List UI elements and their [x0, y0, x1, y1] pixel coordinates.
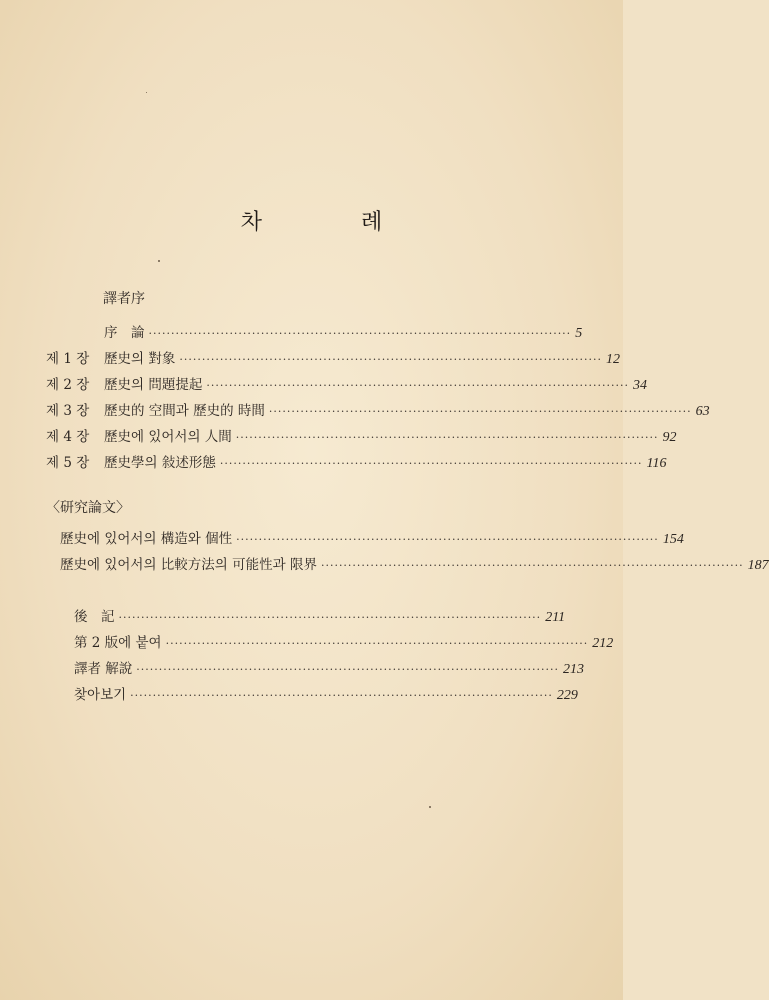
chapter-number: 제 2 장 — [46, 377, 90, 393]
page-number: 5 — [575, 326, 583, 341]
paper-speck — [429, 806, 431, 808]
entry-label: 歷史에 있어서의 人間 — [104, 429, 232, 445]
toc-entry — [74, 686, 578, 705]
chapter-number: 제 4 장 — [46, 429, 90, 445]
toc-entry — [60, 556, 769, 575]
entry-label: 歷史의 對象 — [104, 351, 176, 367]
dot-leader: ······························································································ — [130, 689, 553, 702]
page-number: 213 — [562, 662, 584, 677]
dot-leader: ······························································································ — [206, 379, 630, 392]
toc-entry — [74, 608, 566, 627]
entry-label: 歷史에 있어서의 比較方法의 可能性과 限界 — [60, 557, 317, 573]
page-number: 63 — [695, 404, 710, 419]
page-number: 211 — [545, 610, 566, 625]
dot-leader: ······························································································ — [165, 637, 589, 650]
translator-preface-entry: 譯者序 — [103, 291, 145, 307]
page-number: 116 — [646, 456, 667, 471]
research-papers-heading: 〈研究論文〉 — [46, 500, 130, 516]
entry-label: 歷史的 空間과 歷史的 時間 — [104, 403, 265, 419]
toc-entry — [60, 530, 684, 549]
page-number: 92 — [662, 430, 677, 445]
entry-label: 歷史에 있어서의 構造와 個性 — [60, 531, 233, 547]
toc-entry — [46, 454, 667, 473]
dot-leader: ······························································································ — [235, 431, 659, 444]
page-number: 187 — [747, 558, 769, 573]
entry-label: 序 論 — [104, 325, 145, 341]
entry-label: 歷史의 問題提起 — [104, 377, 203, 393]
dot-leader: ······························································································ — [236, 533, 659, 546]
page-number: 34 — [633, 378, 648, 393]
entry-label: 譯者 解說 — [74, 661, 133, 677]
dot-leader: ······························································································ — [136, 663, 559, 676]
chapter-number: 제 5 장 — [46, 455, 90, 471]
toc-entry — [46, 402, 710, 421]
dot-leader: ······························································································ — [268, 405, 692, 418]
toc-entry — [74, 634, 614, 653]
dot-leader: ······························································································ — [179, 353, 603, 366]
page-title: 차 례 — [240, 210, 429, 235]
entry-label: 後 記 — [74, 609, 115, 625]
page-number: 12 — [606, 352, 621, 367]
dot-leader: ······························································································ — [148, 327, 572, 340]
toc-entry — [46, 324, 583, 343]
dot-leader: ······························································································ — [118, 611, 542, 624]
entry-label: 歷史學의 敍述形態 — [104, 455, 216, 471]
chapter-number: 제 3 장 — [46, 403, 90, 419]
paper-speck — [158, 260, 160, 262]
toc-entry — [46, 350, 621, 369]
entry-label: 第 2 版에 붙여 — [74, 635, 162, 651]
chapter-number: 제 1 장 — [46, 351, 90, 367]
dot-leader: ······························································································ — [320, 559, 744, 572]
paper-speck — [146, 92, 147, 93]
page-number: 212 — [592, 636, 614, 651]
page-number: 154 — [662, 532, 684, 547]
toc-entry — [46, 376, 648, 395]
dot-leader: ······························································································ — [219, 457, 643, 470]
toc-entry — [74, 660, 584, 679]
page-number: 229 — [556, 688, 578, 703]
entry-label: 찾아보기 — [74, 687, 127, 703]
toc-entry — [46, 428, 677, 447]
